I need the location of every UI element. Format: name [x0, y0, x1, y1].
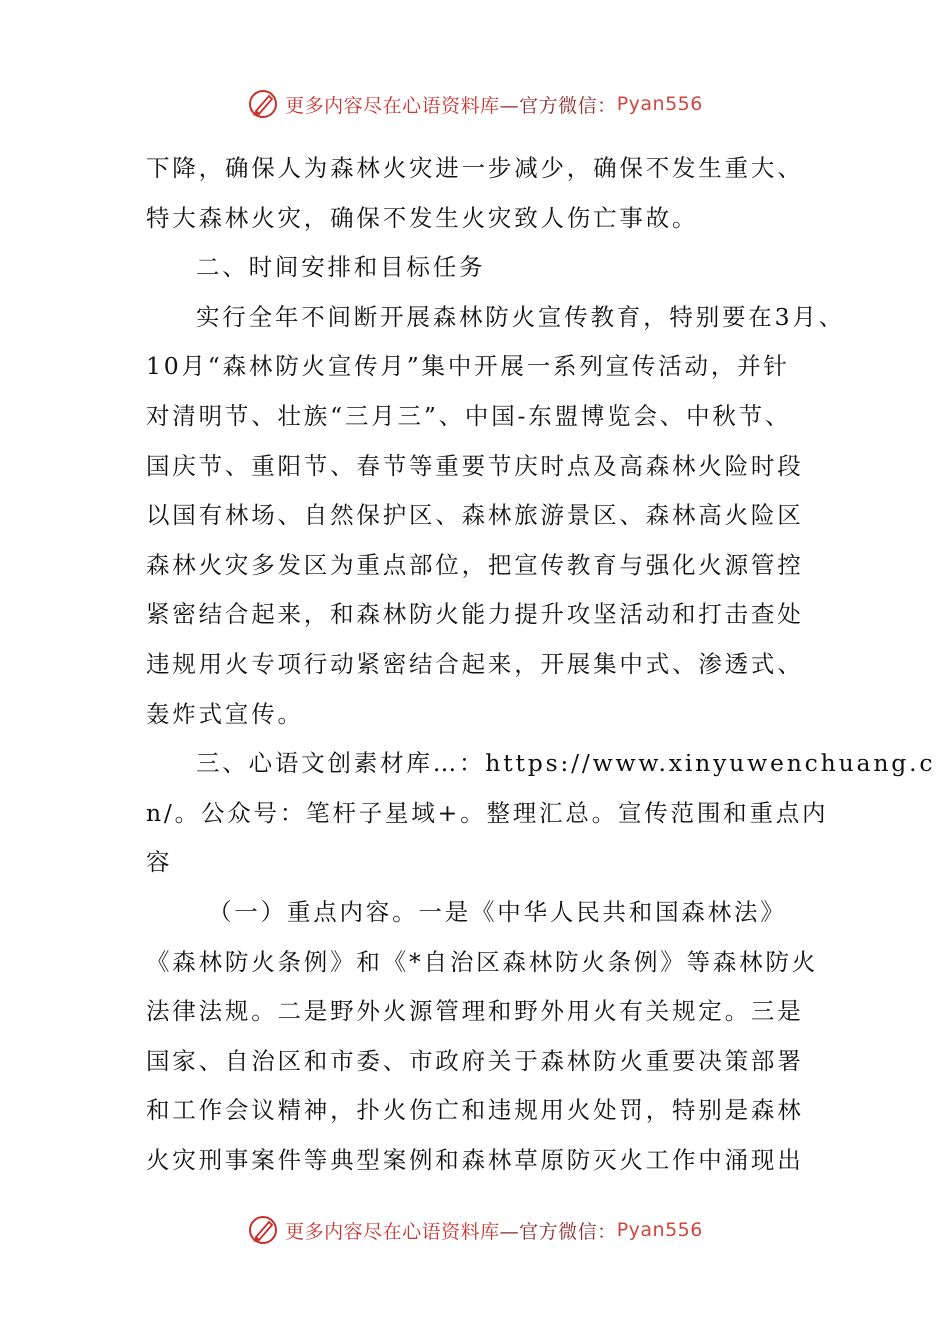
text-line: 特大森林火灾，确保不发生火灾致人伤亡事故。	[146, 203, 699, 232]
text-line: 违规用火专项行动紧密结合起来，开展集中式、渗透式、	[146, 649, 804, 678]
text-line: 森林火灾多发区为重点部位，把宣传教育与强化火源管控	[146, 550, 804, 579]
header-banner-sub: —官方微信：	[499, 94, 617, 117]
text-line: 容	[146, 848, 173, 877]
text-line: （一）重点内容。一是《中华人民共和国森林法》	[208, 897, 787, 926]
text-line: 火灾刑事案件等典型案例和森林草原防灭火工作中涌现出	[146, 1145, 804, 1174]
text-line: 对清明节、壮族“三月三”、中国-东盟博览会、中秋节、	[146, 401, 792, 430]
section-heading: 二、时间安排和目标任务	[196, 253, 486, 282]
text-line: 《森林防火条例》和《*自治区森林防火条例》等森林防火	[146, 947, 819, 976]
text-line: 国家、自治区和市委、市政府关于森林防火重要决策部署	[146, 1046, 804, 1075]
text-line: 和工作会议精神，扑火伤亡和违规用火处罚，特别是森林	[146, 1096, 804, 1125]
header-banner	[0, 84, 950, 124]
text-line: 以国有林场、自然保护区、森林旅游景区、森林高火险区	[146, 501, 804, 530]
text-line: 紧密结合起来，和森林防火能力提升攻坚活动和打击查处	[146, 600, 804, 629]
header-wechat-id: Pyan556	[616, 93, 703, 115]
text-line: 法律法规。二是野外火源管理和野外用火有关规定。三是	[146, 997, 804, 1026]
footer-wechat-id: Pyan556	[616, 1219, 703, 1241]
pen-logo-icon	[247, 1214, 279, 1246]
footer-banner-text: 更多内容尽在心语资料库	[285, 1220, 500, 1243]
text-line: 轰炸式宣传。	[146, 699, 304, 728]
text-line: n/。公众号：笔杆子星域+。整理汇总。宣传范围和重点内	[146, 798, 829, 827]
text-line: 10月“森林防火宣传月”集中开展一系列宣传活动，并针	[146, 352, 790, 381]
footer-banner-sub: —官方微信：	[499, 1220, 617, 1243]
text-line: 实行全年不间断开展森林防火宣传教育，特别要在3月、	[196, 302, 845, 331]
text-line: 国庆节、重阳节、春节等重要节庆时点及高森林火险时段	[146, 451, 804, 480]
text-line: 下降，确保人为森林火灾进一步减少，确保不发生重大、	[146, 154, 804, 182]
header-banner-text: 更多内容尽在心语资料库	[285, 94, 500, 117]
document-body	[146, 144, 936, 1185]
section-heading: 三、心语文创素材库…：https://www.xinyuwenchuang.c	[196, 749, 936, 778]
footer-banner	[0, 1210, 950, 1250]
pen-logo-icon	[247, 88, 279, 120]
